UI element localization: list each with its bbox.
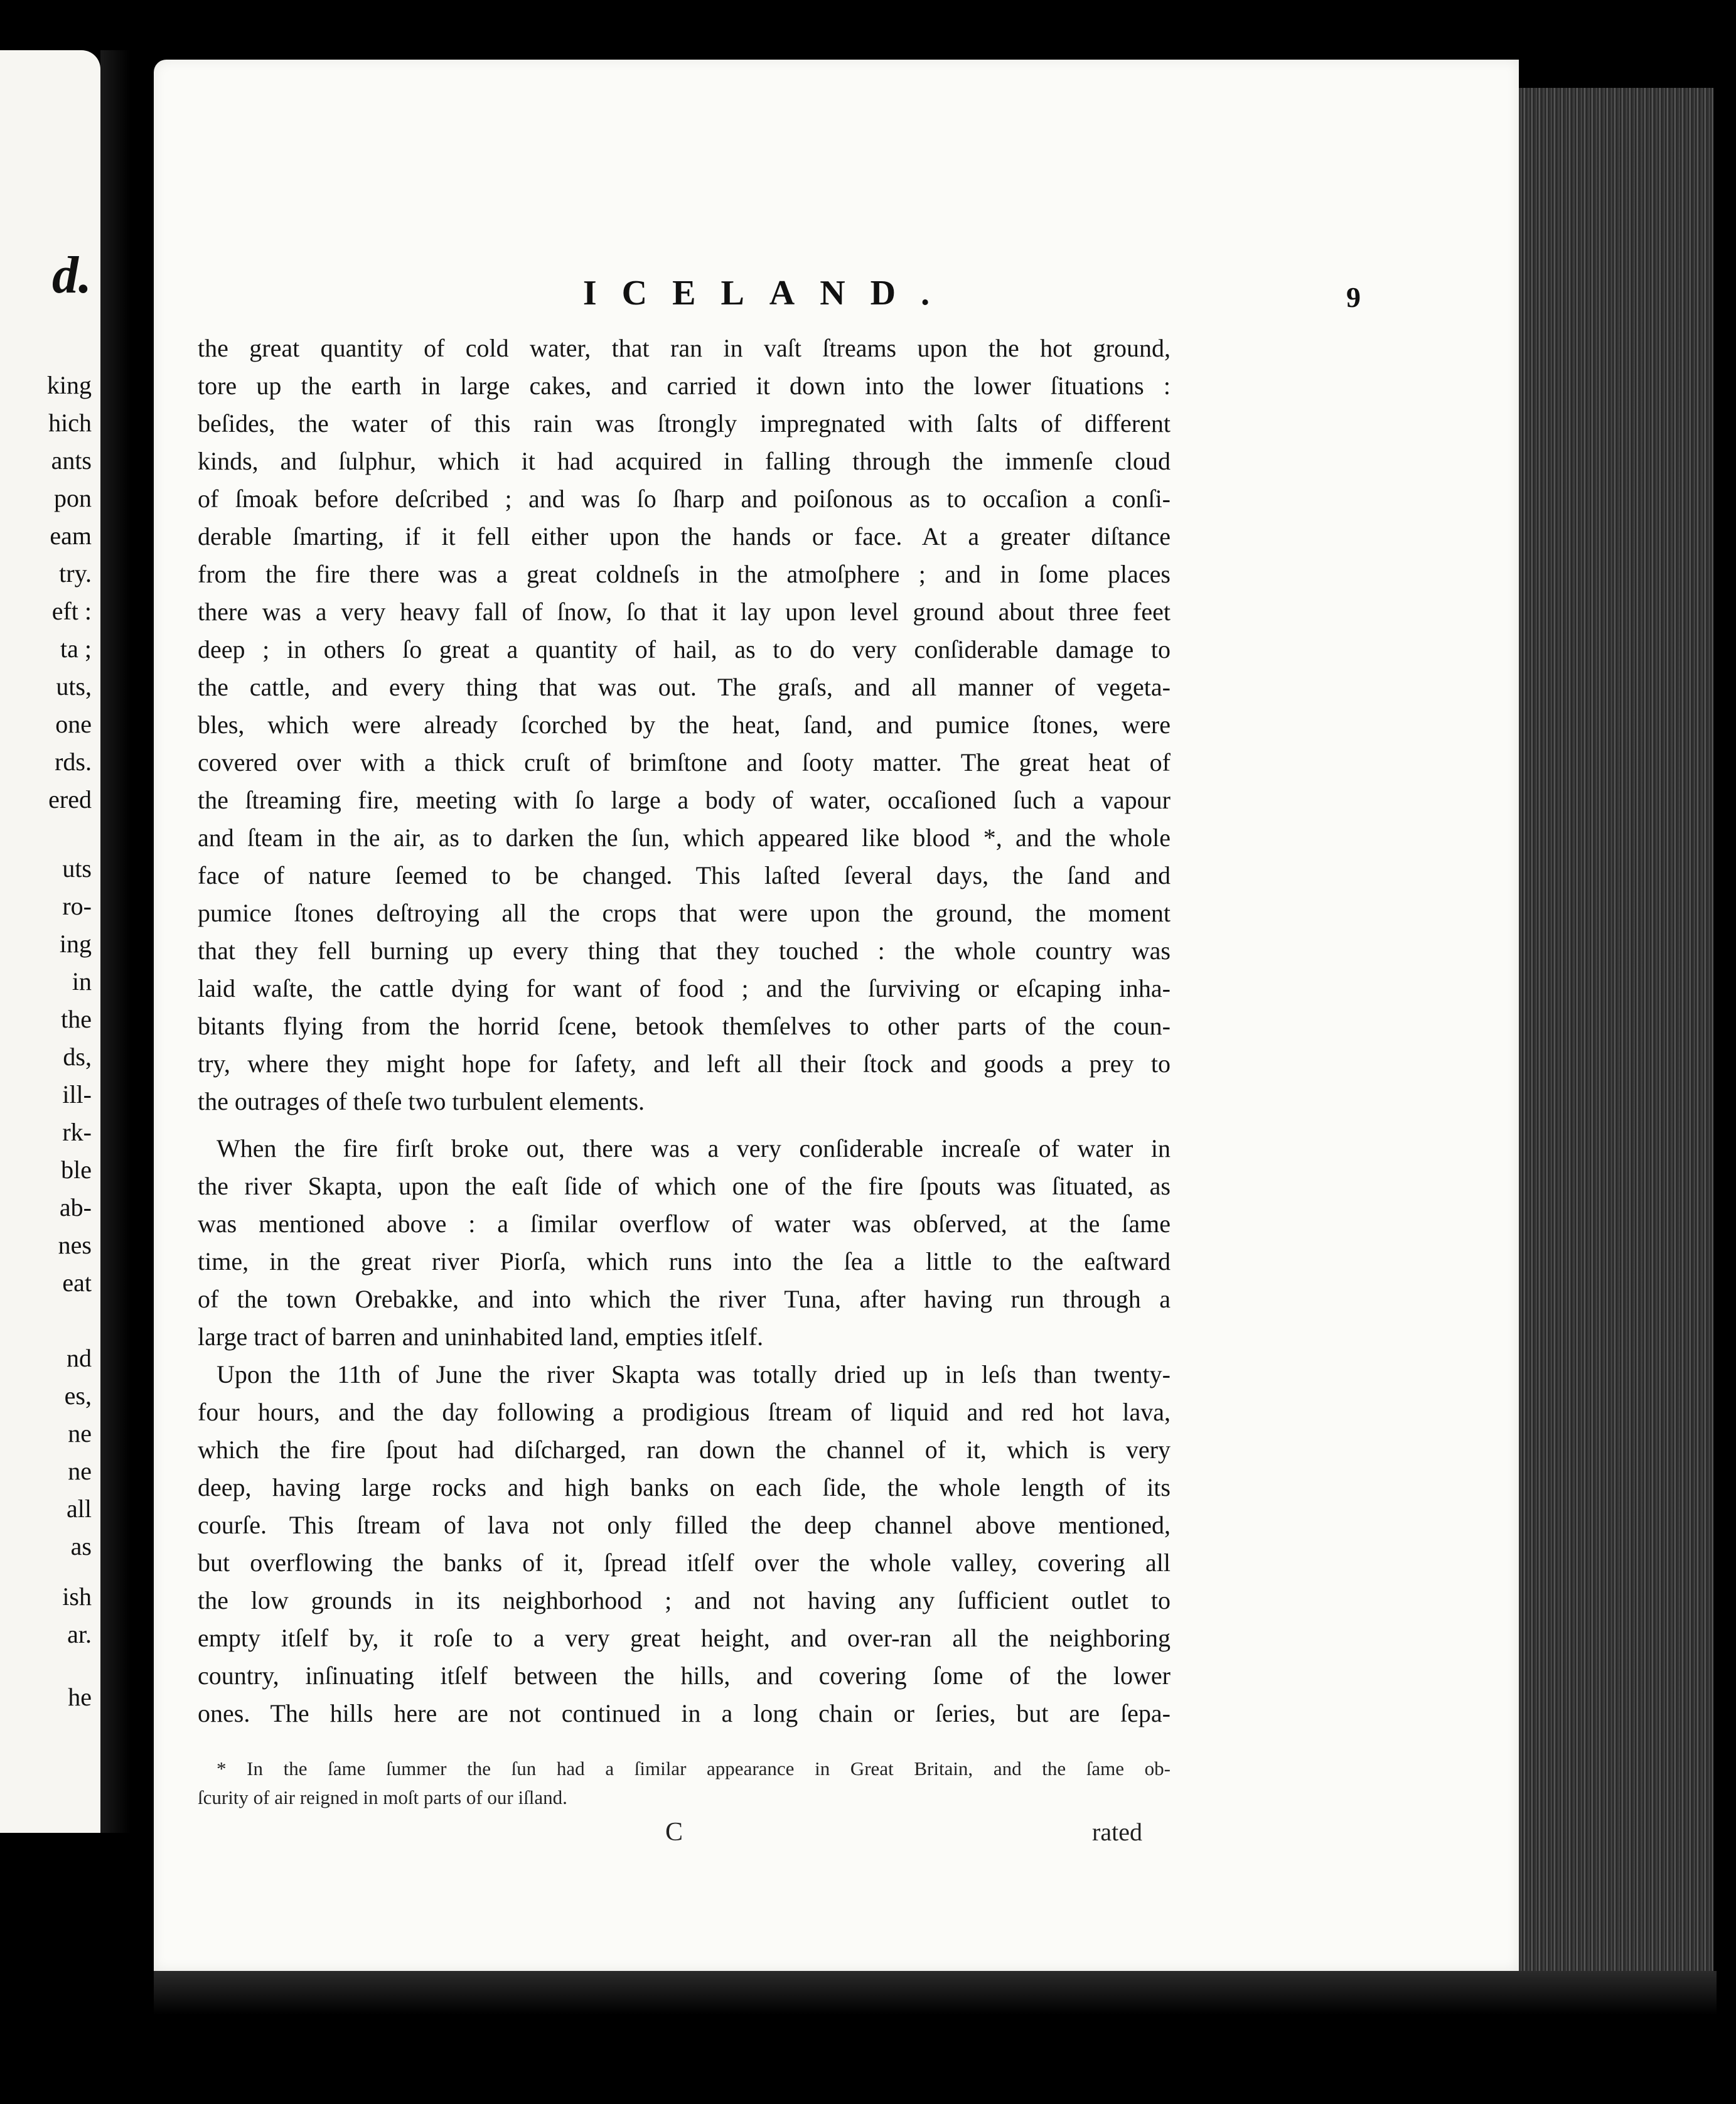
text-line: the ſtreaming fire, meeting with ſo large a body of water, occaſioned ſuch a vapour — [198, 786, 1171, 814]
text-line: the outrages of theſe two turbulent elements. — [198, 1087, 645, 1115]
book-gutter — [100, 50, 151, 1833]
text-line: tore up the earth in large cakes, and carried it down into the lower ſituations : — [198, 372, 1171, 400]
running-title: ICELAND. — [582, 274, 955, 313]
paragraph-3 — [198, 1356, 1171, 1732]
text-line: time, in the great river Piorſa, which runs into the ſea a little to the eaſtward — [198, 1247, 1171, 1275]
facing-page-fragment-text: ish — [62, 1582, 92, 1611]
facing-page-fragment-text: nd — [67, 1344, 92, 1372]
facing-page-fragment-text: try. — [59, 559, 92, 588]
facing-page-fragment-text: pon — [54, 484, 92, 512]
text-line: courſe. This ſtream of lava not only filled the deep channel above mentioned, — [198, 1511, 1171, 1539]
text-line: covered over with a thick cruſt of brimſtone and ſooty matter. The great heat of — [198, 748, 1171, 776]
page-edges — [1513, 88, 1713, 2009]
facing-page-fragment-text: ered — [48, 785, 92, 813]
facing-page-fragment-text: all — [67, 1495, 92, 1523]
facing-page-fragment-text: ants — [51, 446, 92, 475]
facing-page-fragment-text: ing — [59, 930, 92, 958]
text-line: kinds, and ſulphur, which it had acquired in falling through the immenſe cloud — [198, 447, 1171, 475]
text-line: but overflowing the banks of it, ſpread itſelf over the whole valley, covering all — [198, 1548, 1171, 1577]
text-line: country, inſinuating itſelf between the hills, and covering ſome of the lower — [198, 1661, 1171, 1690]
facing-page-fragment-text: d. — [52, 246, 92, 304]
text-line: When the fire firſt broke out, there was a very conſiderable increaſe of water in — [217, 1134, 1171, 1162]
text-line: large tract of barren and uninhabited land, empties itſelf. — [198, 1323, 764, 1351]
text-line: ones. The hills here are not continued in a long chain or ſeries, but are ſepa- — [198, 1699, 1171, 1727]
text-line: the low grounds in its neighborhood ; and not having any ſufficient outlet to — [198, 1586, 1171, 1614]
text-line: of the town Orebakke, and into which the river Tuna, after having run through a — [198, 1285, 1171, 1313]
text-line: there was a very heavy fall of ſnow, ſo that it lay upon level ground about three feet — [198, 598, 1171, 626]
text-line: that they fell burning up every thing that they touched : the whole country was — [198, 937, 1171, 965]
text-line: bles, which were already ſcorched by the heat, ſand, and pumice ſtones, were — [198, 711, 1171, 739]
facing-page-fragment-text: one — [55, 710, 92, 738]
text-line: try, where they might hope for ſafety, and left all their ſtock and goods a prey to — [198, 1049, 1171, 1078]
text-line: deep ; in others ſo great a quantity of hail, as to do very conſiderable damage to — [198, 635, 1171, 663]
text-line: bitants flying from the horrid ſcene, betook themſelves to other parts of the coun- — [198, 1012, 1171, 1040]
facing-page-fragment-text: rds. — [55, 748, 92, 776]
page-number: 9 — [1346, 281, 1361, 313]
facing-page-fragment-text: ds, — [63, 1043, 92, 1071]
text-line: face of nature ſeemed to be changed. This laſted ſeveral days, the ſand and — [198, 861, 1171, 889]
facing-page-fragment-text: ta ; — [60, 635, 92, 663]
facing-page-fragment-text: uts, — [56, 672, 92, 700]
facing-page-fragment-text: the — [61, 1005, 92, 1033]
facing-page-fragment-text: in — [72, 967, 92, 996]
footnote — [198, 1754, 1171, 1812]
facing-page-fragment-text: rk- — [62, 1118, 92, 1146]
facing-page-fragment-text: eat — [62, 1269, 92, 1297]
text-line: beſides, the water of this rain was ſtrongly impregnated with ſalts of different — [198, 409, 1171, 437]
footnote-line: * In the ſame ſummer the ſun had a ſimilar appearance in Great Britain, and the ſame ob- — [217, 1758, 1171, 1779]
text-line: pumice ſtones deſtroying all the crops that were upon the ground, the moment — [198, 899, 1171, 927]
page-edges-bottom — [154, 1971, 1717, 2015]
facing-page-fragment-text: ro- — [62, 892, 92, 920]
facing-page-fragment-text: hich — [48, 409, 92, 437]
facing-page-fragment-text: ble — [61, 1156, 92, 1184]
facing-page-fragment-text: as — [70, 1532, 92, 1560]
text-line: and ſteam in the air, as to darken the ſun, which appeared like blood *, and the whole — [198, 824, 1171, 852]
text-line: which the fire ſpout had diſcharged, ran down the channel of it, which is very — [198, 1436, 1171, 1464]
text-line: laid waſte, the cattle dying for want of food ; and the ſurviving or eſcaping inha- — [198, 974, 1171, 1002]
facing-page-fragment-text: eam — [50, 522, 92, 550]
text-line: empty itſelf by, it roſe to a very great height, and over-ran all the neighboring — [198, 1624, 1171, 1652]
text-line: Upon the 11th of June the river Skapta was totally dried up in leſs than twenty- — [217, 1360, 1171, 1388]
text-line: deep, having large rocks and high banks on each ſide, the whole length of its — [198, 1473, 1171, 1501]
facing-page-fragment-text: king — [46, 371, 92, 399]
text-line: of ſmoak before deſcribed ; and was ſo ſharp and poiſonous as to occaſion a conſi- — [198, 485, 1171, 513]
running-head — [154, 273, 1519, 317]
catchword: rated — [1092, 1818, 1142, 1846]
text-line: was mentioned above : a ſimilar overflow of water was obſerved, at the ſame — [198, 1210, 1171, 1238]
text-line: the great quantity of cold water, that ran in vaſt ſtreams upon the hot ground, — [198, 334, 1171, 362]
paragraph-1 — [198, 330, 1171, 1120]
book-page — [154, 60, 1519, 1971]
text-line: from the fire there was a great coldneſs in the atmoſphere ; and in ſome places — [198, 560, 1171, 588]
facing-page-fragment — [0, 50, 100, 1833]
facing-page-fragment-text: ne — [68, 1457, 92, 1485]
facing-page-fragment-text: he — [68, 1683, 92, 1711]
text-line: derable ſmarting, if it fell either upon the hands or face. At a greater diſtance — [198, 522, 1171, 550]
facing-page-fragment-text: uts — [62, 854, 92, 883]
footnote-line: ſcurity of air reigned in moſt parts of our iſland. — [198, 1786, 567, 1808]
facing-page-fragment-text: es, — [64, 1382, 92, 1410]
text-line: the river Skapta, upon the eaſt ſide of which one of the fire ſpouts was ſituated, as — [198, 1172, 1171, 1200]
facing-page-fragment-text: eft : — [51, 597, 92, 625]
facing-page-fragment-text: nes — [58, 1231, 92, 1259]
text-line: four hours, and the day following a prodigious ſtream of liquid and red hot lava, — [198, 1398, 1171, 1426]
facing-page-fragment-text: ne — [68, 1419, 92, 1447]
paragraph-2 — [198, 1130, 1171, 1356]
facing-page-fragment-text: ab- — [59, 1193, 92, 1221]
signature-mark: C — [665, 1818, 683, 1847]
facing-page-fragment-text: ill- — [62, 1080, 92, 1108]
text-line: the cattle, and every thing that was out. The graſs, and all manner of vegeta- — [198, 673, 1171, 701]
facing-page-fragment-text: ar. — [67, 1620, 92, 1648]
